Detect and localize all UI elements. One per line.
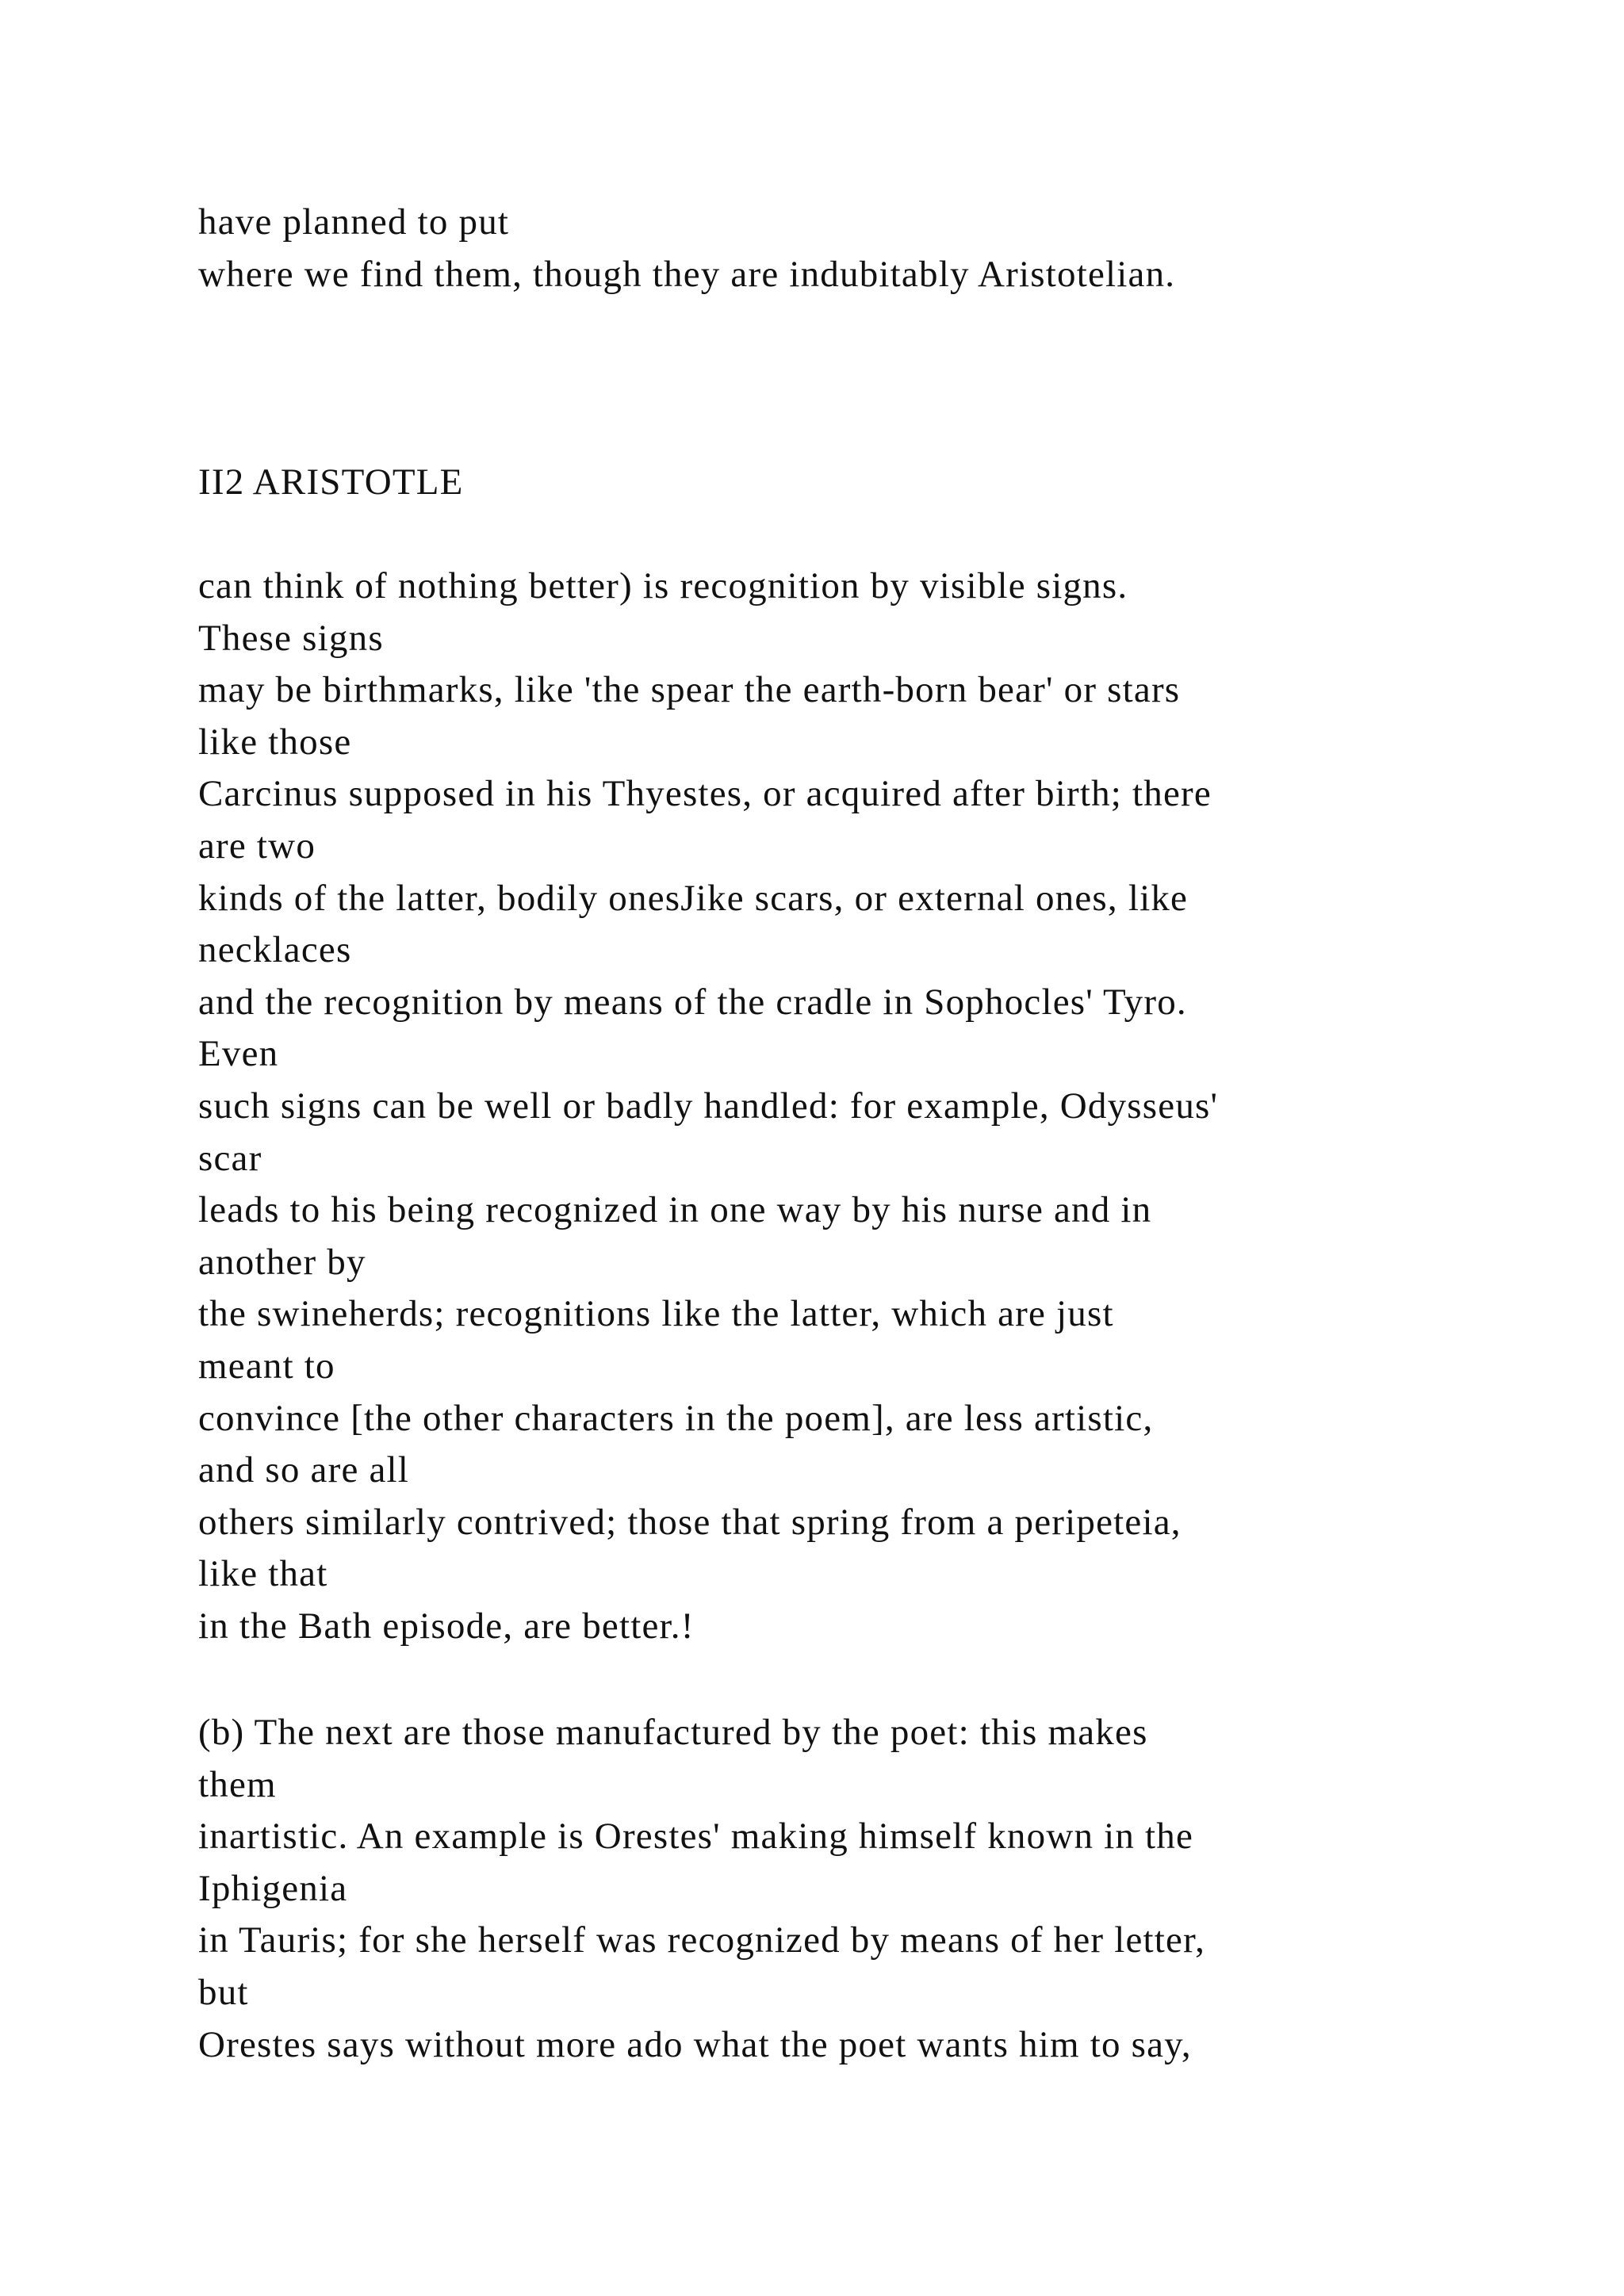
text-line: and the recognition by means of the cradle in Sophocles' Tyro.: [198, 981, 1187, 1023]
text-line: Even: [198, 1033, 279, 1075]
text-line: but: [198, 1971, 249, 2013]
text-line: meant to: [198, 1345, 335, 1387]
text-line: Orestes says without more ado what the poet wants him to say,: [198, 2023, 1192, 2065]
paragraph-1: [198, 561, 1546, 1652]
text-line: necklaces: [198, 929, 352, 971]
text-line: (b) The next are those manufactured by the poet: this makes: [198, 1712, 1148, 1753]
text-line: like those: [198, 721, 352, 763]
text-line: leads to his being recognized in one way by his nurse and in: [198, 1189, 1152, 1231]
intro-text: [198, 197, 1546, 300]
text-line: kinds of the latter, bodily onesJike scars, or external ones, like: [198, 877, 1189, 919]
text-line: may be birthmarks, like 'the spear the earth-born bear' or stars: [198, 669, 1181, 711]
text-line: are two: [198, 825, 316, 867]
paragraph-2: [198, 1707, 1546, 2071]
text-line: Carcinus supposed in his Thyestes, or acquired after birth; there: [198, 773, 1212, 815]
text-line: in the Bath episode, are better.!: [198, 1605, 695, 1647]
text-line: in Tauris; for she herself was recognized by means of her letter,: [198, 1919, 1206, 1961]
text-line: can think of nothing better) is recognition by visible signs.: [198, 565, 1128, 607]
text-line: inartistic. An example is Orestes' making himself known in the: [198, 1816, 1194, 1858]
text-line: Iphigenia: [198, 1867, 348, 1909]
text-line: others similarly contrived; those that spring from a peripeteia,: [198, 1501, 1182, 1543]
text-line: have planned to put: [198, 201, 510, 243]
text-line: scar: [198, 1137, 262, 1179]
text-line: them: [198, 1763, 277, 1805]
text-line: the swineherds; recognitions like the latter, which are just: [198, 1293, 1114, 1335]
text-line: These signs: [198, 617, 384, 659]
text-line: like that: [198, 1553, 328, 1595]
text-line: convince [the other characters in the poem], are less artistic,: [198, 1397, 1154, 1439]
page-header-text: II2 ARISTOTLE: [198, 461, 464, 503]
text-line: another by: [198, 1241, 366, 1283]
running-header: [198, 457, 1546, 509]
text-line: where we find them, though they are indubitably Aristotelian.: [198, 253, 1176, 295]
text-line: such signs can be well or badly handled: for example, Odysseus': [198, 1085, 1219, 1127]
text-line: and so are all: [198, 1449, 410, 1491]
